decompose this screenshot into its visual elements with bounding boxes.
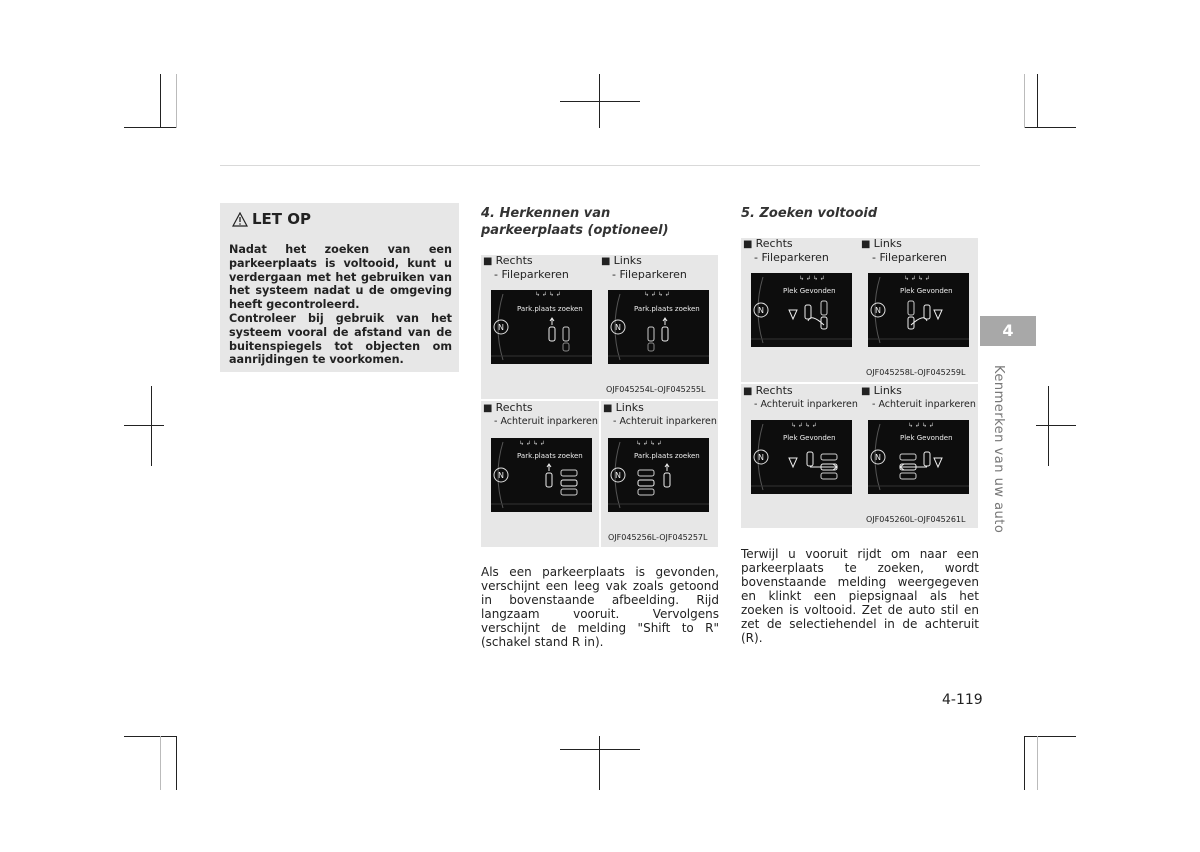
parking-display-graphic	[751, 273, 852, 347]
gear-indicator: N	[498, 323, 504, 332]
svg-text:↳ ↲ ↳ ↲: ↳ ↲ ↳ ↲	[519, 440, 545, 447]
caption-direction: ■ Rechts	[743, 384, 793, 397]
figure-code: OJF045254L-OJF045255L	[606, 385, 706, 394]
caption-mode: - Achteruit inparkeren	[494, 416, 598, 427]
svg-text:↳ ↲ ↳ ↲: ↳ ↲ ↳ ↲	[636, 440, 662, 447]
parking-display-graphic	[608, 438, 709, 512]
gear-indicator: N	[615, 471, 621, 480]
parking-display-graphic	[491, 290, 592, 364]
screen-message: Plek Gevonden	[900, 434, 953, 442]
parking-display-graphic	[491, 438, 592, 512]
caption-mode: - Fileparkeren	[754, 251, 829, 264]
screen-message: Park.plaats zoeken	[634, 452, 700, 460]
cluster-screen	[751, 273, 852, 347]
svg-text:↳ ↲ ↳ ↲: ↳ ↲ ↳ ↲	[791, 422, 817, 429]
screen-message: Park.plaats zoeken	[517, 305, 583, 313]
parking-display-graphic	[868, 420, 969, 494]
gear-indicator: N	[875, 453, 881, 462]
caption-mode: - Fileparkeren	[872, 251, 947, 264]
parking-display-graphic	[868, 273, 969, 347]
svg-text:↳ ↲ ↳ ↲: ↳ ↲ ↳ ↲	[799, 275, 825, 282]
parking-display-graphic	[608, 290, 709, 364]
caption-direction: ■ Links	[861, 237, 902, 250]
screen-message: Plek Gevonden	[783, 434, 836, 442]
screen-message: Plek Gevonden	[900, 287, 953, 295]
gear-indicator: N	[615, 323, 621, 332]
gear-indicator: N	[758, 306, 764, 315]
chapter-tab: 4	[980, 316, 1036, 346]
gear-indicator: N	[875, 306, 881, 315]
screen-message: Park.plaats zoeken	[517, 452, 583, 460]
warning-paragraph-1: Nadat het zoeken van een parkeerplaats is voltooid, kunt u verdergaan met het gebruiken van het systeem nadat u de omgeving heeft gecontroleerd.	[229, 243, 452, 312]
warning-title-text: LET OP	[252, 210, 312, 228]
chapter-title	[986, 365, 1016, 535]
section5-heading: 5. Zoeken voltooid	[741, 206, 878, 221]
caption-direction: ■ Rechts	[483, 401, 533, 414]
warning-title	[232, 210, 311, 228]
cluster-screen	[491, 290, 592, 364]
page-number: 4-119	[942, 692, 983, 708]
caption-mode: - Achteruit inparkeren	[754, 399, 858, 410]
cluster-screen	[491, 438, 592, 512]
gear-indicator: N	[498, 471, 504, 480]
header-rule	[220, 165, 980, 166]
caption-direction: ■ Rechts	[743, 237, 793, 250]
caption-mode: - Achteruit inparkeren	[872, 399, 976, 410]
chapter-title-text: Kenmerken van uw auto	[991, 365, 1006, 534]
svg-text:↳ ↲ ↳ ↲: ↳ ↲ ↳ ↲	[904, 275, 930, 282]
screen-message: Plek Gevonden	[783, 287, 836, 295]
parking-display-graphic	[751, 420, 852, 494]
caption-mode: - Achteruit inparkeren	[613, 416, 717, 427]
cluster-screen	[608, 438, 709, 512]
svg-text:↳ ↲ ↳ ↲: ↳ ↲ ↳ ↲	[535, 291, 561, 298]
cluster-screen	[608, 290, 709, 364]
svg-text:↳ ↲ ↳ ↲: ↳ ↲ ↳ ↲	[644, 291, 670, 298]
caption-mode: - Fileparkeren	[494, 268, 569, 281]
screen-message: Park.plaats zoeken	[634, 305, 700, 313]
cluster-screen	[868, 420, 969, 494]
warning-triangle-icon	[232, 212, 248, 227]
caption-direction: ■ Links	[603, 401, 644, 414]
panel-divider	[599, 401, 601, 547]
caption-direction: ■ Links	[861, 384, 902, 397]
cluster-screen	[868, 273, 969, 347]
figure-code: OJF045256L-OJF045257L	[608, 533, 708, 542]
caption-mode: - Fileparkeren	[612, 268, 687, 281]
warning-box	[220, 203, 459, 372]
gear-indicator: N	[758, 453, 764, 462]
warning-body	[229, 243, 452, 367]
figure-code: OJF045258L-OJF045259L	[866, 368, 966, 377]
section4-heading: 4. Herkennen van parkeerplaats (optioneel)	[481, 206, 669, 238]
cluster-screen	[751, 420, 852, 494]
caption-direction: ■ Links	[601, 254, 642, 267]
section4-paragraph: Als een parkeerplaats is gevonden, verschijnt een leeg vak zoals getoond in bovenstaande afbeelding. Rijd langzaam vooruit. Vervolgens verschijnt de melding "Shift to R" (schakel stand R in).	[481, 565, 719, 649]
warning-paragraph-2: Controleer bij gebruik van het systeem vooral de afstand van de buitenspiegels tot objecten om aanrijdingen te voorkomen.	[229, 311, 452, 367]
section5-paragraph: Terwijl u vooruit rijdt om naar een parkeerplaats te zoeken, wordt bovenstaande melding weergegeven en klinkt een piepsignaal als het zoeken is voltooid. Zet de auto stil en zet de selectiehendel in de achteruit (R).	[741, 547, 979, 645]
svg-text:↳ ↲ ↳ ↲: ↳ ↲ ↳ ↲	[908, 422, 934, 429]
caption-direction: ■ Rechts	[483, 254, 533, 267]
figure-code: OJF045260L-OJF045261L	[866, 515, 966, 524]
